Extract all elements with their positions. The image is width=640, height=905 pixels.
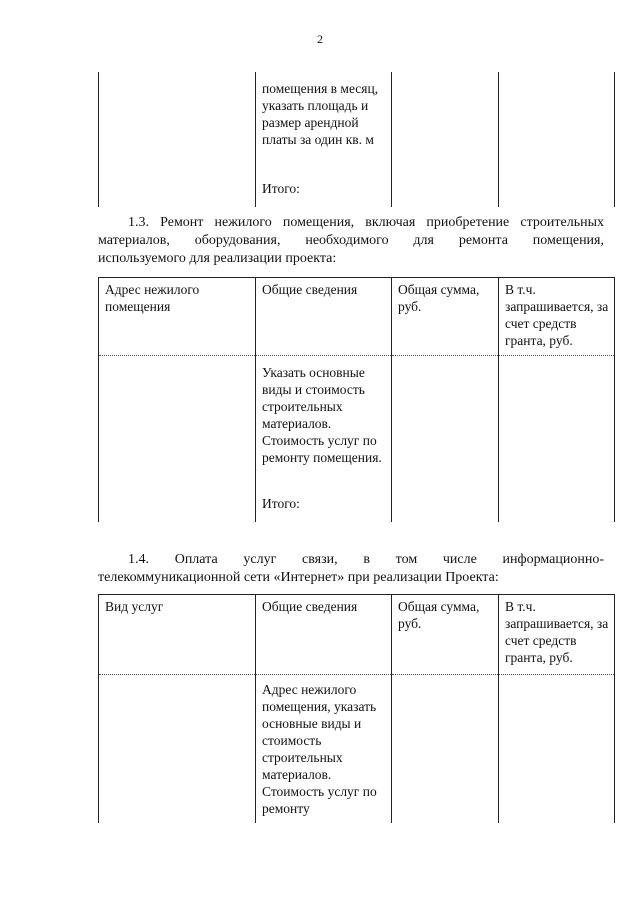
page-number: 2 — [317, 32, 323, 46]
table-cell — [392, 177, 499, 207]
table-repair — [98, 277, 615, 522]
table-cell — [392, 492, 499, 522]
section-1-3-text — [98, 214, 604, 268]
column-header: Общая сумма, руб. — [392, 595, 499, 675]
total-label: Итого: — [256, 177, 392, 207]
paragraph-line: материалов, оборудования, необходимого для ремонта помещения, — [98, 233, 604, 248]
column-header: Общие сведения — [256, 595, 392, 675]
column-header: Адрес нежилого помещения — [99, 278, 256, 356]
table-row — [99, 675, 615, 823]
table-cell — [392, 675, 499, 823]
table-cell — [392, 356, 499, 492]
table-communication-services — [98, 594, 615, 823]
section-1-4-text — [98, 551, 604, 587]
table-cell — [99, 492, 256, 522]
table-cell — [99, 356, 256, 492]
table-cell: помещения в месяц, указать площадь и размер арендной платы за один кв. м — [256, 72, 392, 177]
total-label: Итого: — [256, 492, 392, 522]
table-cell — [99, 72, 256, 177]
table-cell — [499, 356, 615, 492]
column-header: В т.ч. запрашивается, за счет средств гранта, руб. — [499, 595, 615, 675]
table-header-row — [99, 278, 615, 356]
column-header: Общие сведения — [256, 278, 392, 356]
column-header: В т.ч. запрашивается, за счет средств гранта, руб. — [499, 278, 615, 356]
table-cell: Адрес нежилого помещения, указать основные виды и стоимость строительных материалов. Стоимость услуг по ремонту — [256, 675, 392, 823]
table-cell — [99, 177, 256, 207]
paragraph-line: используемого для реализации проекта: — [98, 251, 337, 266]
column-header: Вид услуг — [99, 595, 256, 675]
table-header-row — [99, 595, 615, 675]
table-cell — [499, 675, 615, 823]
table-cell — [499, 72, 615, 177]
table-row — [99, 492, 615, 522]
table-cell: Указать основные виды и стоимость строительных материалов. Стоимость услуг по ремонту помещения. — [256, 356, 392, 492]
table-row — [99, 72, 615, 177]
paragraph-line: 1.3. Ремонт нежилого помещения, включая приобретение строительных — [128, 215, 604, 230]
column-header: Общая сумма, руб. — [392, 278, 499, 356]
paragraph-line: телекоммуникационной сети «Интернет» при реализации Проекта: — [98, 570, 499, 585]
table-row — [99, 356, 615, 492]
table-row — [99, 177, 615, 207]
paragraph-line: 1.4. Оплата услуг связи, в том числе информационно- — [128, 552, 604, 567]
table-cell — [499, 492, 615, 522]
table-cell — [99, 675, 256, 823]
table-rent-continuation — [98, 72, 615, 207]
table-cell — [392, 72, 499, 177]
table-cell — [499, 177, 615, 207]
